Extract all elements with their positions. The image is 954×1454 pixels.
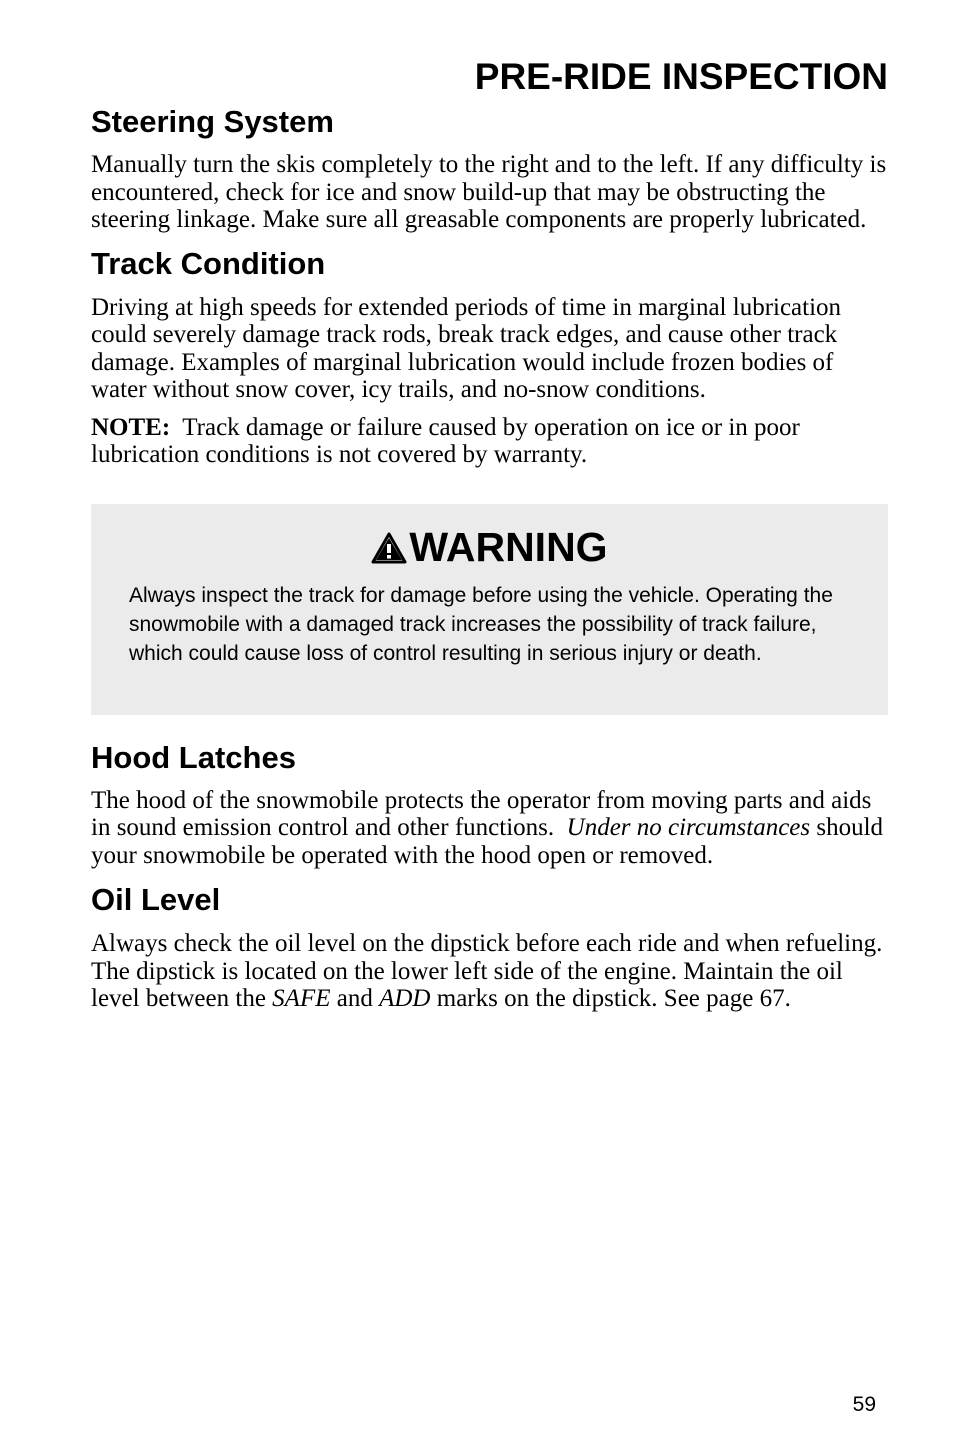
- note-label: NOTE:: [91, 413, 171, 441]
- hood-text-italic: Under no circumstances: [566, 814, 811, 841]
- heading-oil-level: Oil Level: [91, 882, 221, 917]
- oil-safe-mark: SAFE: [272, 985, 331, 1012]
- section-oil-level: [91, 880, 891, 1013]
- hood-text-1: The hood of the snowmobile protects the operator from moving parts and aids in sound emission control and other functions.: [91, 786, 872, 841]
- note-paragraph: [91, 414, 891, 469]
- heading-steering-system: Steering System: [91, 104, 334, 139]
- warning-title-text: WARNING: [409, 523, 608, 570]
- oil-text-1: Always check the oil level on the dipstick before each ride and when refueling. The dipstick is located on the lower left side of the engine. Maintain the oil level between the: [91, 930, 883, 1012]
- paragraph-hood-latches: [91, 787, 891, 870]
- section-track-condition: [91, 244, 891, 469]
- heading-track-condition: Track Condition: [91, 245, 326, 281]
- paragraph-track-condition: Driving at high speeds for extended periods of time in marginal lubrication could severely damage track rods, break track edges, and cause other track damage. Examples of marginal lubrication would include frozen bodies of water without snow cover, icy trails, and no-snow conditions.: [91, 293, 842, 403]
- warning-title: [129, 522, 850, 572]
- warning-triangle-icon: [371, 532, 407, 564]
- page-title: PRE-RIDE INSPECTION: [474, 56, 888, 97]
- oil-and: and: [336, 985, 373, 1012]
- section-steering-system: [91, 102, 891, 234]
- oil-text-2: marks on the dipstick. See page 67.: [436, 985, 791, 1012]
- note-text: Track damage or failure caused by operation on ice or in poor lubrication conditions is not covered by warranty.: [91, 413, 800, 468]
- paragraph-steering-system: Manually turn the skis completely to the right and to the left. If any difficulty is encountered, check for ice and snow build-up that may be obstructing the steering linkage. Make sure all greasable components are properly lubricated.: [91, 151, 887, 233]
- oil-add-mark: ADD: [379, 985, 431, 1012]
- hood-text-2: should your snowmobile be operated with the hood open or removed.: [91, 814, 884, 869]
- section-hood-latches: [91, 738, 891, 870]
- warning-text: Always inspect the track for damage before using the vehicle. Operating the snowmobile with a damaged track increases the possibility of track failure, which could cause loss of control resulting in serious injury or death.: [129, 583, 833, 665]
- warning-box: [91, 504, 888, 715]
- heading-hood-latches: Hood Latches: [91, 739, 296, 775]
- paragraph-oil-level: [91, 930, 891, 1013]
- page-number: 59: [852, 1393, 876, 1416]
- page-content: [91, 102, 891, 1013]
